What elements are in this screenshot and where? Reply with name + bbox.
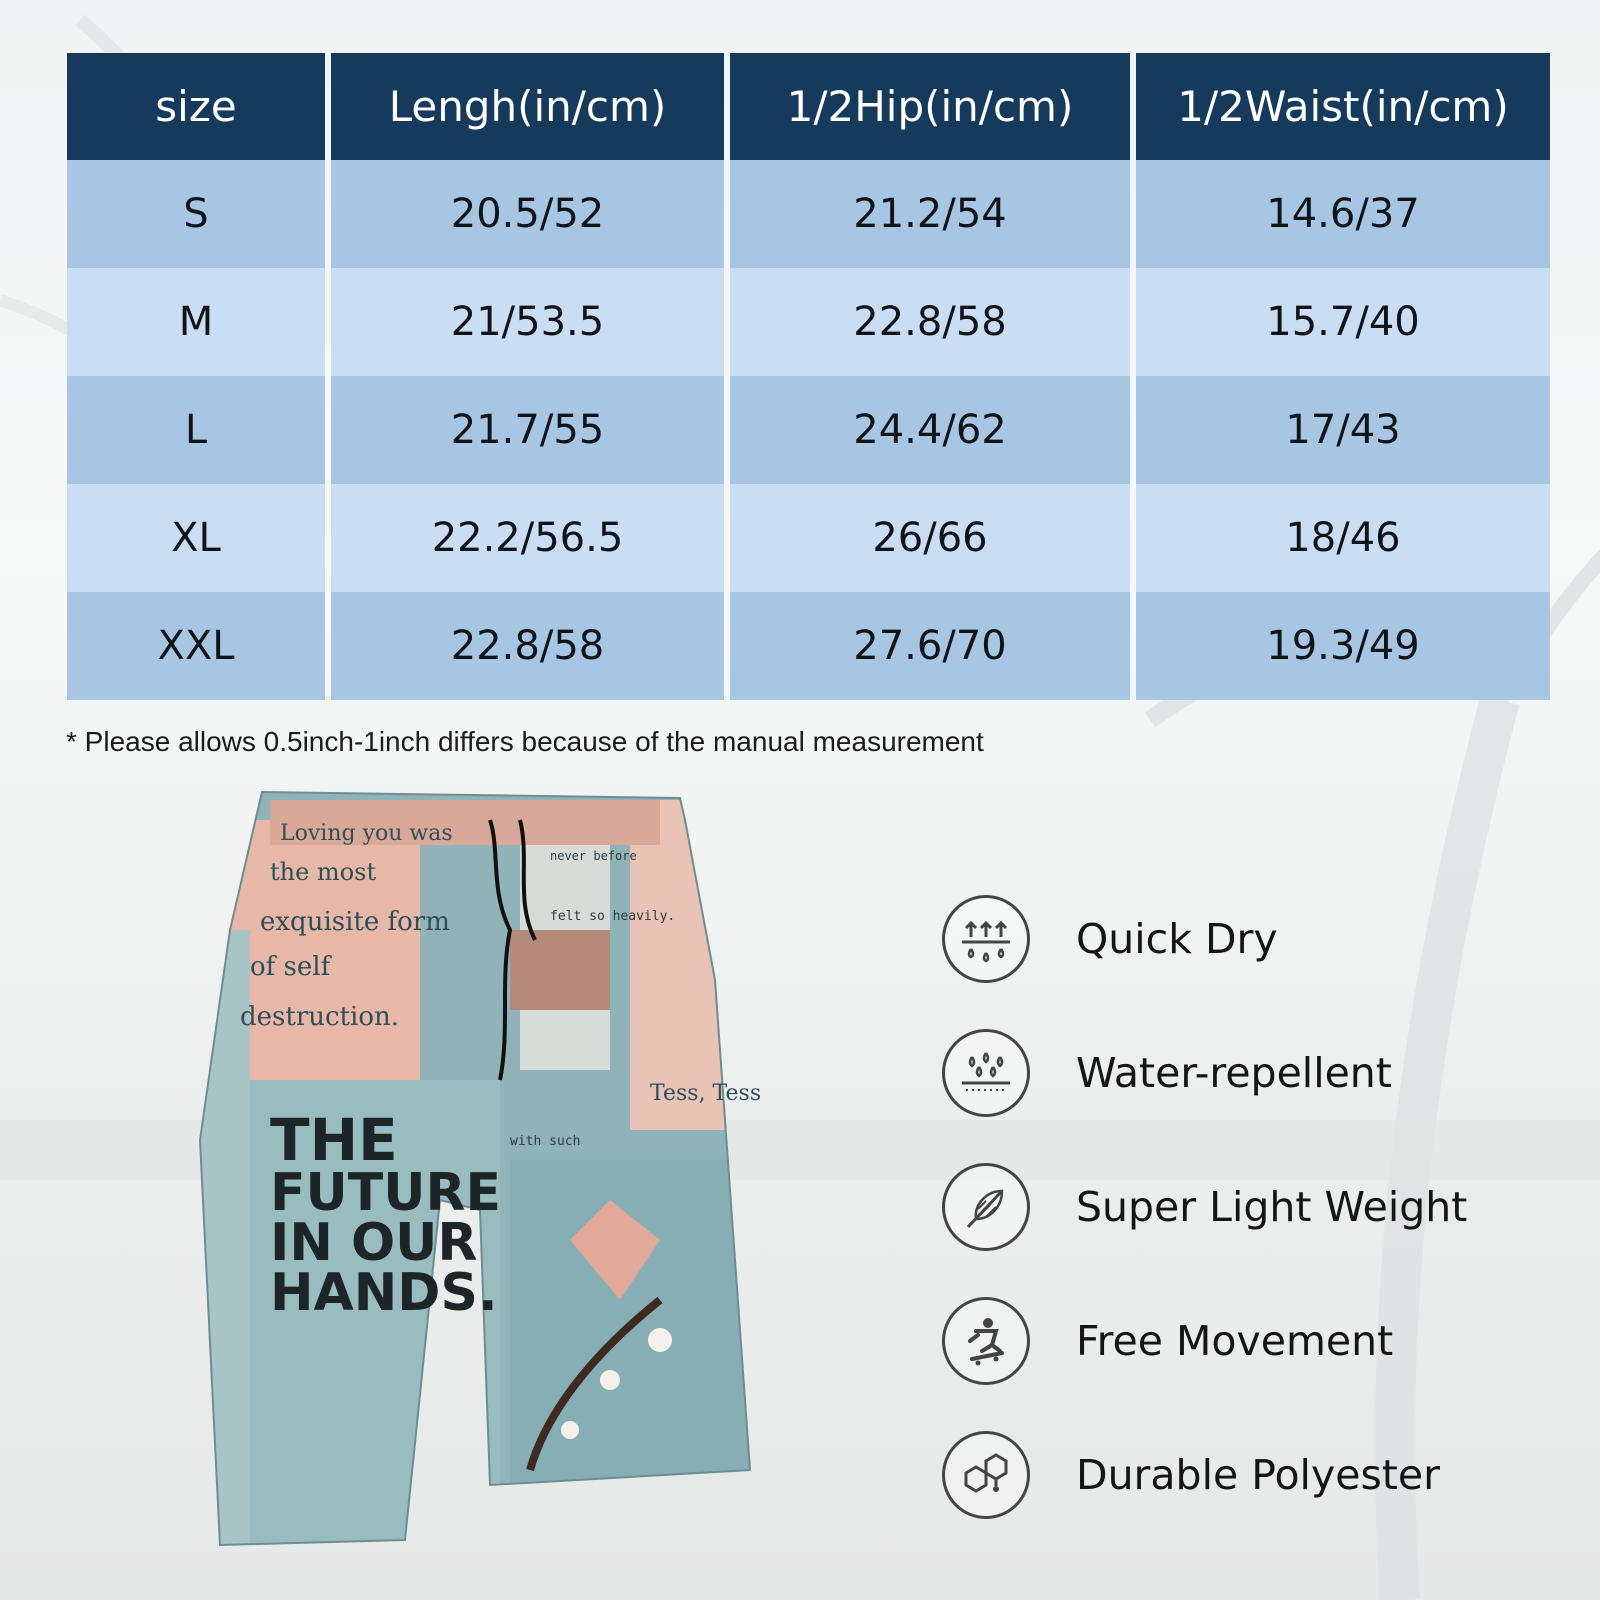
- size-chart-table: [67, 53, 1532, 700]
- measurement-note: * Please allows 0.5inch-1inch differs because of the manual measurement: [66, 726, 984, 757]
- waist-cell: 17/43: [1136, 376, 1550, 484]
- length-cell: 20.5/52: [331, 160, 724, 268]
- print-line: with such: [510, 1134, 581, 1149]
- print-line: THE: [270, 1106, 398, 1174]
- feature-list: [942, 872, 1562, 1542]
- hip-cell: 26/66: [730, 484, 1130, 592]
- size-cell: M: [67, 268, 325, 376]
- print-line: the most: [270, 858, 377, 886]
- feature-item-water-repellent: [942, 1006, 1562, 1140]
- hip-cell: 21.2/54: [730, 160, 1130, 268]
- feature-label: Free Movement: [1076, 1317, 1394, 1365]
- header-half-hip: 1/2Hip(in/cm): [730, 53, 1130, 160]
- header-length: Lengh(in/cm): [331, 53, 724, 160]
- print-line: never before: [550, 849, 637, 863]
- print-line: Tess, Tess: [650, 1081, 762, 1106]
- print-line: FUTURE: [270, 1163, 502, 1223]
- feature-item-durable-polyester: [942, 1408, 1562, 1542]
- feature-label: Durable Polyester: [1076, 1451, 1440, 1499]
- waist-cell: 14.6/37: [1136, 160, 1550, 268]
- feature-item-light-weight: [942, 1140, 1562, 1274]
- print-line: IN OUR: [270, 1213, 478, 1273]
- header-half-waist: 1/2Waist(in/cm): [1136, 53, 1550, 160]
- waist-cell: 15.7/40: [1136, 268, 1550, 376]
- size-cell: XL: [67, 484, 325, 592]
- print-line: HANDS.: [270, 1263, 498, 1323]
- size-cell: S: [67, 160, 325, 268]
- feature-label: Super Light Weight: [1076, 1183, 1468, 1231]
- polyester-molecule-icon: [942, 1431, 1030, 1519]
- feature-label: Quick Dry: [1076, 915, 1278, 963]
- hip-cell: 24.4/62: [730, 376, 1130, 484]
- hip-cell: 22.8/58: [730, 268, 1130, 376]
- print-line: exquisite form: [260, 907, 450, 937]
- waist-cell: 19.3/49: [1136, 592, 1550, 700]
- skateboarder-icon: [942, 1297, 1030, 1385]
- hip-cell: 27.6/70: [730, 592, 1130, 700]
- feature-item-quick-dry: [942, 872, 1562, 1006]
- length-cell: 21/53.5: [331, 268, 724, 376]
- feature-label: Water-repellent: [1076, 1049, 1392, 1097]
- feature-item-free-movement: [942, 1274, 1562, 1408]
- board-shorts-image: [190, 780, 770, 1580]
- size-cell: XXL: [67, 592, 325, 700]
- length-cell: 22.8/58: [331, 592, 724, 700]
- quick-dry-icon: [942, 895, 1030, 983]
- waist-cell: 18/46: [1136, 484, 1550, 592]
- length-cell: 21.7/55: [331, 376, 724, 484]
- header-size: size: [67, 53, 325, 160]
- feather-icon: [942, 1163, 1030, 1251]
- size-cell: L: [67, 376, 325, 484]
- print-line: felt so heavily.: [550, 909, 676, 924]
- water-repellent-icon: [942, 1029, 1030, 1117]
- length-cell: 22.2/56.5: [331, 484, 724, 592]
- print-line: Loving you was: [280, 821, 453, 846]
- print-line: of self: [250, 952, 331, 982]
- print-line: destruction.: [240, 1002, 399, 1032]
